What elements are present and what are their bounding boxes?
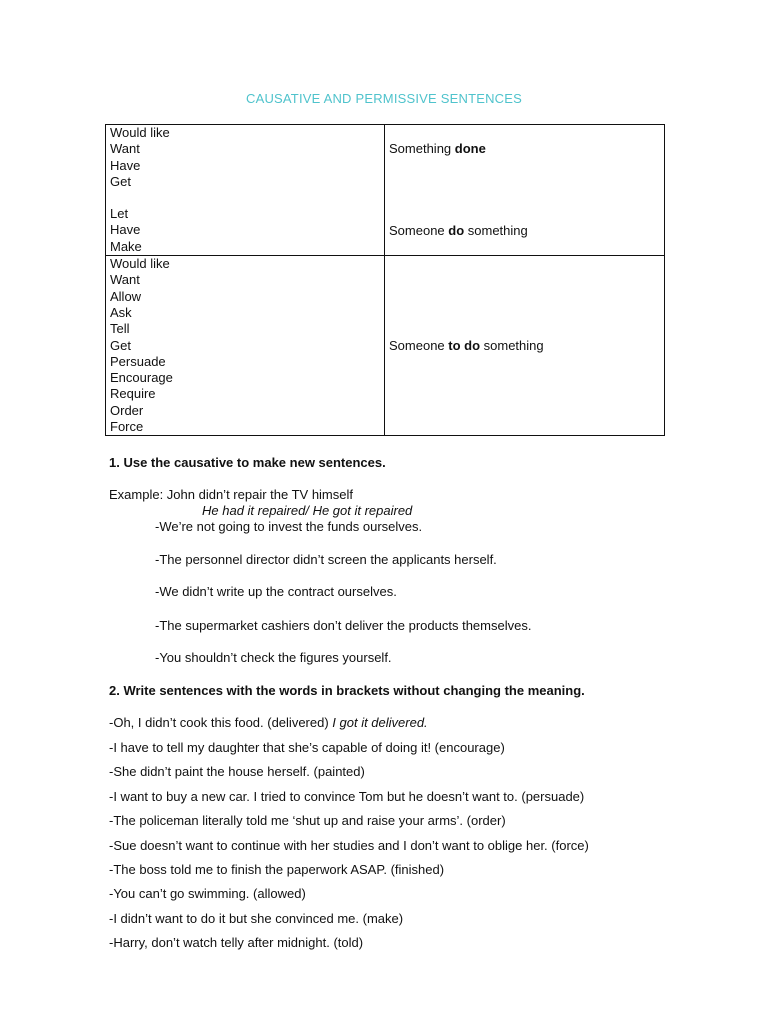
- verb: Want: [110, 141, 140, 157]
- verb: Would like: [110, 256, 170, 272]
- exercise2-item: -The boss told me to finish the paperwork ASAP. (finished): [109, 862, 445, 877]
- pattern-something-done: [389, 141, 486, 156]
- exercise2-item: [109, 715, 428, 730]
- verb: Order: [110, 402, 144, 418]
- exercise2-item: -I didn’t want to do it but she convinced me. (make): [109, 911, 404, 926]
- verb: Make: [110, 238, 142, 254]
- table-row: [106, 256, 665, 436]
- verb: Allow: [110, 288, 142, 304]
- example-sentence: Example: John didn’t repair the TV himself: [109, 487, 353, 502]
- verb: Require: [110, 386, 156, 402]
- verb: Want: [110, 272, 140, 288]
- exercise2-item: -You can’t go swimming. (allowed): [109, 886, 306, 901]
- pattern-bold: do: [448, 223, 465, 239]
- verb: Ask: [110, 304, 132, 320]
- pattern-someone-do-something: [389, 223, 528, 238]
- verb: Have: [110, 222, 141, 238]
- pattern-pre: Something: [389, 141, 455, 157]
- pattern-cell: [385, 256, 665, 436]
- exercise2-item-text: -Oh, I didn’t cook this food. (delivered): [109, 715, 333, 730]
- verb: Force: [110, 419, 144, 435]
- exercise2-heading: 2. Write sentences with the words in brackets without changing the meaning.: [109, 683, 585, 698]
- table-row: [106, 125, 665, 256]
- exercise2-item: -Harry, don’t watch telly after midnight. (told): [109, 935, 364, 950]
- pattern-post: something: [464, 223, 528, 239]
- verb: Let: [110, 206, 129, 222]
- verb: Have: [110, 157, 141, 173]
- page-title: CAUSATIVE AND PERMISSIVE SENTENCES: [245, 91, 522, 106]
- exercise1-item: -We’re not going to invest the funds ourselves.: [155, 519, 423, 534]
- verb: Persuade: [110, 353, 166, 369]
- verb-table: [105, 124, 665, 436]
- verb: Tell: [110, 321, 130, 337]
- verb: Get: [110, 337, 131, 353]
- exercise1-heading: 1. Use the causative to make new sentences.: [109, 455, 386, 470]
- pattern-bold: done: [454, 141, 486, 157]
- spacer: [110, 190, 380, 206]
- exercise1-item: -You shouldn’t check the figures yourself.: [155, 650, 392, 665]
- verb-cell: [106, 256, 385, 436]
- exercise2-item: -She didn’t paint the house herself. (painted): [109, 764, 365, 779]
- verb: Encourage: [110, 370, 173, 386]
- pattern-someone-to-do-something: [389, 338, 660, 353]
- exercise1-item: -The supermarket cashiers don’t deliver the products themselves.: [155, 618, 532, 633]
- verb-cell: [106, 125, 385, 256]
- pattern-bold: to do: [448, 338, 481, 354]
- exercise2-item-answer: I got it delivered.: [332, 715, 428, 730]
- pattern-cell: [385, 125, 665, 256]
- exercise2-item: -I want to buy a new car. I tried to convince Tom but he doesn’t want to. (persuade): [109, 789, 585, 804]
- exercise1-item: -The personnel director didn’t screen the applicants herself.: [155, 552, 497, 567]
- pattern-pre: Someone: [389, 338, 449, 354]
- pattern-post: something: [480, 338, 544, 354]
- verb: Get: [110, 173, 131, 189]
- example-answer: He had it repaired/ He got it repaired: [202, 503, 413, 518]
- pattern-pre: Someone: [389, 223, 449, 239]
- verb: Would like: [110, 125, 170, 140]
- exercise2-item: -The policeman literally told me ‘shut up and raise your arms’. (order): [109, 813, 506, 828]
- exercise2-item: -Sue doesn’t want to continue with her studies and I don’t want to oblige her. (force): [109, 838, 589, 853]
- exercise2-item: -I have to tell my daughter that she’s capable of doing it! (encourage): [109, 740, 505, 755]
- pattern-stack: [389, 125, 660, 255]
- exercise1-item: -We didn’t write up the contract ourselves.: [155, 584, 397, 599]
